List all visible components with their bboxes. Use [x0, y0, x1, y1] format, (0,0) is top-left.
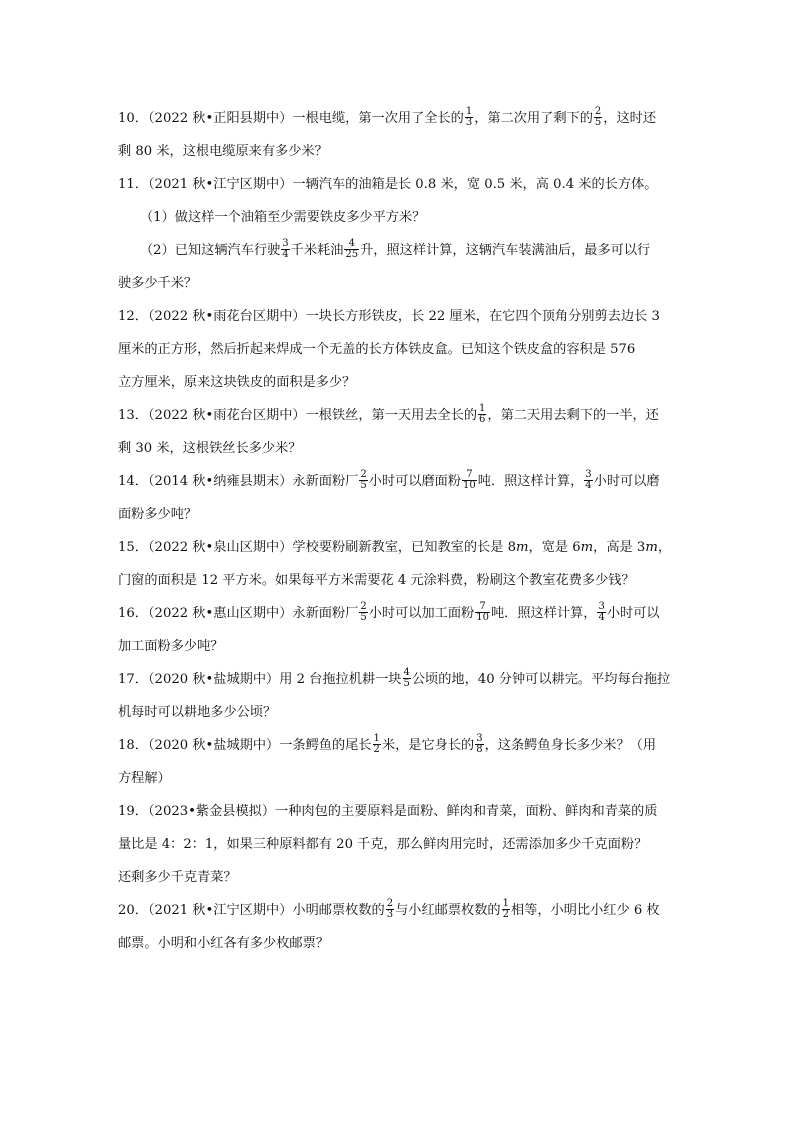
fraction	[386, 899, 394, 920]
text: （2）已知这辆汽车行驶	[140, 243, 281, 258]
fraction	[584, 470, 592, 491]
text: 相等，小明比小红少 6 枚	[510, 903, 660, 918]
problem-12-line-1: 12．（2022 秋•雨花台区期中）一块长方形铁皮，长 22 厘米，在它四个顶角分别剪去边长 3	[118, 309, 660, 324]
numerator: 3	[282, 238, 289, 249]
problem-17	[118, 663, 693, 729]
problem-15-line-1	[118, 531, 693, 564]
problem-list	[118, 102, 693, 960]
problem-10-line-1	[118, 102, 693, 135]
fraction	[281, 239, 289, 260]
text: ，高是 3	[593, 540, 646, 555]
problem-19	[118, 795, 693, 894]
text: 16．（2022 秋•惠山区期中）永新面粉厂	[118, 606, 359, 621]
problem-16-line-2: 加工面粉多少吨？	[118, 639, 224, 654]
problem-11-part-2-cont: 驶多少千米？	[118, 276, 198, 291]
text: 吨．照这样计算，	[477, 474, 584, 489]
problem-20-line-1	[118, 894, 693, 927]
text: ，这时还	[603, 111, 657, 126]
text: ，这条鳄鱼身长多少米？（用	[484, 738, 657, 753]
problem-17-line-2: 机每时可以耕地多少公顷？	[118, 705, 277, 720]
text: 13．（2022 秋•雨花台区期中）一根铁丝，第一天用去全长的	[118, 408, 478, 423]
numerator: 4	[344, 239, 359, 250]
problem-16	[118, 597, 693, 663]
unit-m: m	[580, 540, 594, 555]
problem-19-line-3: 还剩多少千克青菜？	[118, 870, 237, 885]
problem-13	[118, 399, 693, 465]
numerator: 3	[476, 733, 483, 744]
denominator: 6	[479, 414, 486, 425]
denominator: 10	[476, 612, 489, 623]
numerator: 7	[475, 602, 490, 613]
text: 14．（2014 秋•纳雍县期末）永新面粉厂	[118, 474, 359, 489]
text: 米，是它身长的	[381, 738, 475, 753]
numerator: 2	[360, 469, 367, 480]
fraction	[502, 899, 510, 920]
denominator: 3	[386, 909, 394, 920]
fraction	[359, 602, 367, 623]
unit-m: m	[515, 540, 529, 555]
text: ，	[657, 540, 672, 555]
fraction	[403, 668, 411, 689]
fraction	[475, 734, 483, 755]
problem-14	[118, 465, 693, 531]
problem-10	[118, 102, 693, 168]
problem-12	[118, 300, 693, 399]
problem-12-line-2: 厘米的正方形，然后折起来焊成一个无盖的长方体铁皮盒。已知这个铁皮盒的容积是 576	[118, 342, 636, 357]
text: 千米耗油	[290, 243, 344, 258]
numerator: 7	[462, 470, 477, 481]
denominator: 2	[373, 744, 380, 755]
denominator: 5	[403, 678, 410, 689]
fraction	[373, 734, 381, 755]
denominator: 8	[476, 744, 483, 755]
fraction	[475, 602, 490, 623]
text: 小时可以磨面粉	[368, 474, 462, 489]
text: 17．（2020 秋•盐城期中）用 2 台拖拉机耕一块	[118, 672, 402, 687]
denominator: 4	[598, 612, 605, 623]
problem-12-line-3: 立方厘米，原来这块铁皮的面积是多少？	[118, 375, 356, 390]
denominator: 25	[345, 249, 359, 260]
numerator: 2	[360, 601, 367, 612]
denominator: 3	[465, 117, 473, 128]
numerator: 3	[585, 469, 592, 480]
denominator: 4	[585, 480, 592, 491]
denominator: 10	[463, 480, 476, 491]
text: 18．（2020 秋•盐城期中）一条鳄鱼的尾长	[118, 738, 372, 753]
text: 小时可以	[606, 606, 660, 621]
denominator: 5	[360, 612, 367, 623]
fraction	[597, 602, 605, 623]
problem-13-line-1	[118, 399, 693, 432]
numerator: 1	[373, 733, 380, 744]
unit-m: m	[645, 540, 658, 555]
denominator: 2	[502, 909, 509, 920]
text: 小时可以加工面粉	[368, 606, 475, 621]
text: 20．（2021 秋•江宁区期中）小明邮票枚数的	[118, 903, 385, 918]
text: 公顷的地，40 分钟可以耕完。平均每台拖拉	[411, 672, 671, 687]
text: 与小红邮票枚数的	[395, 903, 501, 918]
numerator: 2	[386, 898, 394, 909]
text: 10．（2022 秋•正阳县期中）一根电缆，第一次用了全长的	[118, 111, 464, 126]
text: 小时可以磨	[593, 474, 660, 489]
text: 升，照这样计算，这辆汽车装满油后，最多可以行	[360, 243, 651, 258]
text: ，第二天用去剩下的一半，还	[487, 408, 659, 423]
numerator: 1	[502, 898, 509, 909]
numerator: 1	[479, 403, 486, 414]
text: ，第二次用了剩下的	[474, 111, 593, 126]
fraction	[465, 107, 473, 128]
numerator: 2	[594, 106, 602, 117]
problem-11-line-1: 11．（2021 秋•江宁区期中）一辆汽车的油箱是长 0.8 米，宽 0.5 米，高 0.4 米的长方体。	[118, 177, 658, 192]
denominator: 4	[282, 249, 289, 260]
fraction	[462, 470, 477, 491]
fraction	[359, 470, 367, 491]
problem-11-part-2	[118, 234, 693, 267]
problem-15	[118, 531, 693, 597]
fraction	[478, 404, 486, 425]
text: ，宽是 6	[528, 540, 581, 555]
fraction	[594, 107, 602, 128]
problem-19-line-1: 19．（2023•紫金县模拟）一种肉包的主要原料是面粉、鲜肉和青菜，面粉、鲜肉和青菜的质	[118, 804, 658, 819]
problem-19-line-2: 量比是 4：2：1，如果三种原料都有 20 千克，那么鲜肉用完时，还需添加多少千克面粉？	[118, 837, 648, 852]
problem-11-part-1: （1）做这样一个油箱至少需要铁皮多少平方米？	[140, 210, 426, 225]
fraction	[344, 239, 359, 260]
problem-17-line-1	[118, 663, 693, 696]
problem-11	[118, 168, 693, 300]
problem-18-line-1	[118, 729, 693, 762]
denominator: 5	[594, 117, 602, 128]
numerator: 1	[465, 106, 473, 117]
problem-20	[118, 894, 693, 960]
numerator: 4	[403, 667, 410, 678]
denominator: 5	[360, 480, 367, 491]
problem-10-line-2: 剩 80 米，这根电缆原来有多少米？	[118, 144, 328, 159]
problem-15-line-2: 门窗的面积是 12 平方米。如果每平方米需要花 4 元涂料费，粉刷这个教室花费多少钱？	[118, 573, 635, 588]
problem-18	[118, 729, 693, 795]
text: 15．（2022 秋•泉山区期中）学校要粉刷新教室，已知教室的长是 8	[118, 540, 516, 555]
problem-20-line-2: 邮票。小明和小红各有多少枚邮票？	[118, 936, 329, 951]
problem-18-line-2: 方程解）	[118, 771, 171, 786]
problem-13-line-2: 剩 30 米，这根铁丝长多少米？	[118, 441, 302, 456]
problem-14-line-1	[118, 465, 693, 498]
numerator: 3	[598, 601, 605, 612]
problem-14-line-2: 面粉多少吨？	[118, 507, 198, 522]
text: 吨．照这样计算，	[490, 606, 597, 621]
problem-16-line-1	[118, 597, 693, 630]
